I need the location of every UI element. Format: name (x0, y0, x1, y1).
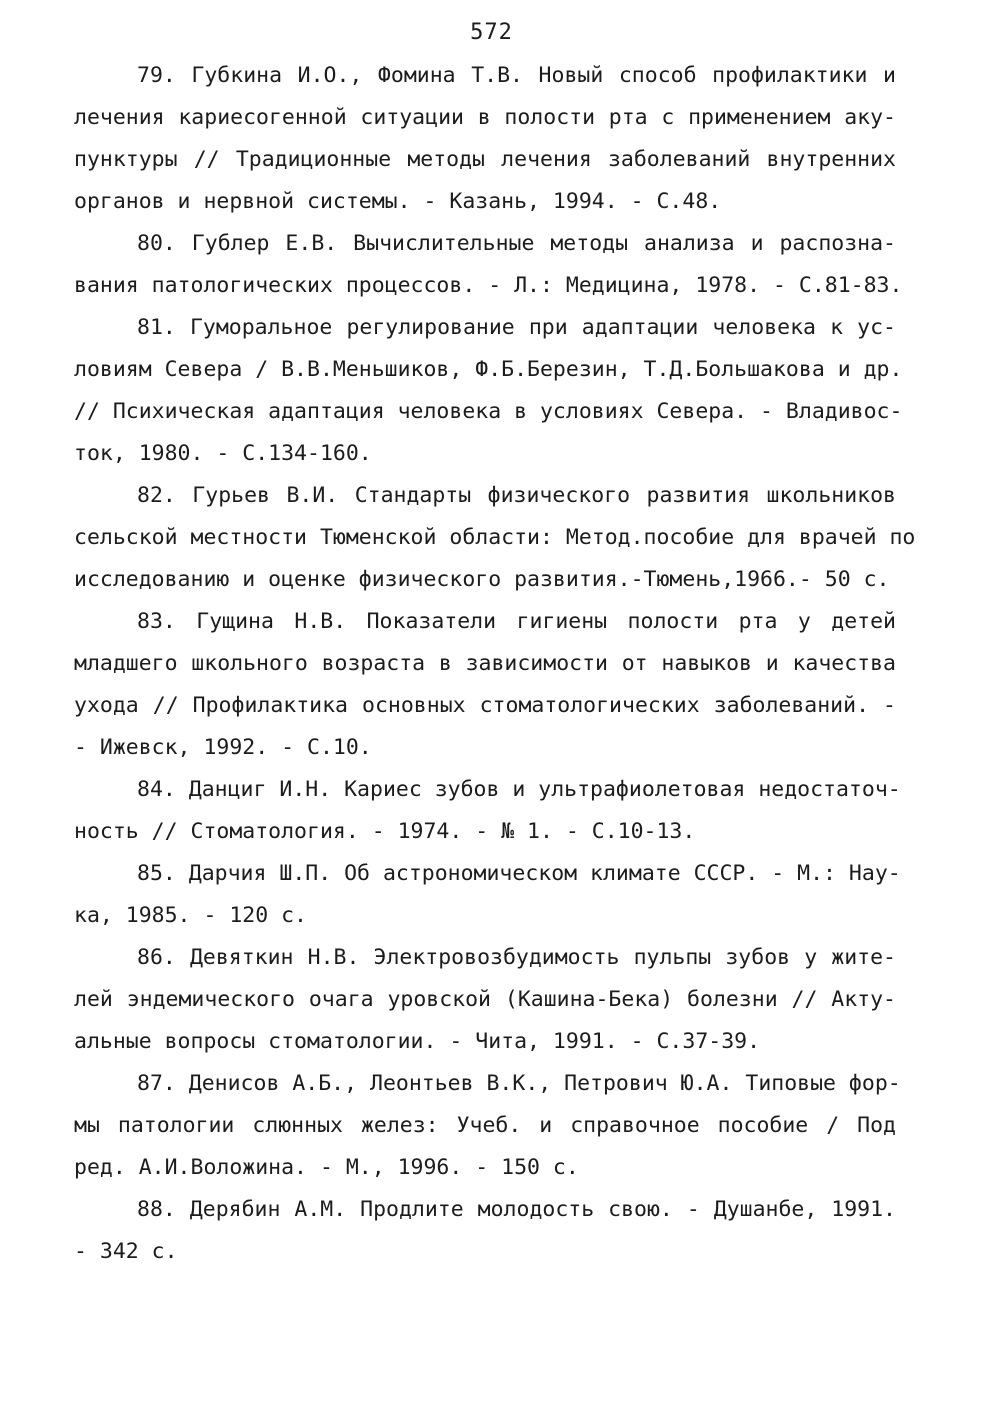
entry-line: вания патологических процессов. - Л.: Медицина, 1978. - С.81-83. (74, 273, 903, 298)
bibliography-entry-85 (74, 853, 901, 937)
entry-line: 88. Дерябин А.М. Продлите молодость свою. - Душанбе, 1991. (137, 1197, 896, 1222)
entry-line: 82. Гурьев В.И. Стандарты физического развития школьников (137, 483, 896, 508)
entry-line: ловиям Севера / В.В.Меньшиков, Ф.Б.Березин, Т.Д.Большакова и др. (74, 357, 903, 382)
entry-line: лечения кариесогенной ситуации в полости рта с применением аку- (74, 105, 896, 130)
entry-line: ток, 1980. - С.134-160. (74, 441, 372, 466)
bibliography-list (74, 55, 916, 1273)
entry-line: 84. Данциг И.Н. Кариес зубов и ультрафиолетовая недостаточ- (137, 777, 901, 802)
bibliography-entry-82 (74, 475, 916, 601)
entry-line: младшего школьного возраста в зависимости от навыков и качества (74, 651, 896, 676)
entry-line: сельской местности Тюменской области: Метод.пособие для врачей по (74, 525, 916, 550)
entry-line: исследованию и оценке физического развития.-Тюмень,1966.- 50 с. (74, 567, 890, 592)
entry-line: ред. А.И.Воложина. - М., 1996. - 150 с. (74, 1155, 579, 1180)
bibliography-entry-80 (74, 223, 903, 307)
entry-line: 83. Гущина Н.В. Показатели гигиены полости рта у детей (137, 609, 896, 634)
entry-line: ухода // Профилактика основных стоматологических заболеваний. - (74, 693, 896, 718)
page-number: 572 (470, 20, 513, 45)
entry-line: органов и нервной системы. - Казань, 1994. - С.48. (74, 189, 722, 214)
entry-line: - 342 с. (74, 1239, 178, 1264)
entry-line: 80. Гублер Е.В. Вычислительные методы анализа и распозна- (137, 231, 896, 256)
entry-line: 81. Гуморальное регулирование при адаптации человека к ус- (137, 315, 896, 340)
entry-line: // Психическая адаптация человека в условиях Севера. - Владивос- (74, 399, 903, 424)
entry-line: лей эндемического очага уровской (Кашина-Бека) болезни // Акту- (74, 987, 896, 1012)
bibliography-entry-81 (74, 307, 903, 475)
bibliography-entry-83 (74, 601, 896, 769)
entry-line: 85. Дарчия Ш.П. Об астрономическом климате СССР. - М.: Нау- (137, 861, 901, 886)
entry-line: 79. Губкина И.О., Фомина Т.В. Новый способ профилактики и (137, 63, 896, 88)
bibliography-entry-88 (74, 1189, 896, 1273)
entry-line: 86. Девяткин Н.В. Электровозбудимость пульпы зубов у жите- (137, 945, 896, 970)
bibliography-entry-86 (74, 937, 896, 1063)
bibliography-entry-79 (74, 55, 896, 223)
entry-line: мы патологии слюнных желез: Учеб. и справочное пособие / Под (74, 1113, 896, 1138)
entry-line: альные вопросы стоматологии. - Чита, 1991. - С.37-39. (74, 1029, 761, 1054)
entry-line: - Ижевск, 1992. - С.10. (74, 735, 372, 760)
entry-line: пунктуры // Традиционные методы лечения заболеваний внутренних (74, 147, 896, 172)
entry-line: ка, 1985. - 120 с. (74, 903, 307, 928)
bibliography-entry-87 (74, 1063, 901, 1189)
bibliography-entry-84 (74, 769, 901, 853)
entry-line: 87. Денисов А.Б., Леонтьев В.К., Петрович Ю.А. Типовые фор- (137, 1071, 901, 1096)
entry-line: ность // Стоматология. - 1974. - № 1. - С.10-13. (74, 819, 696, 844)
